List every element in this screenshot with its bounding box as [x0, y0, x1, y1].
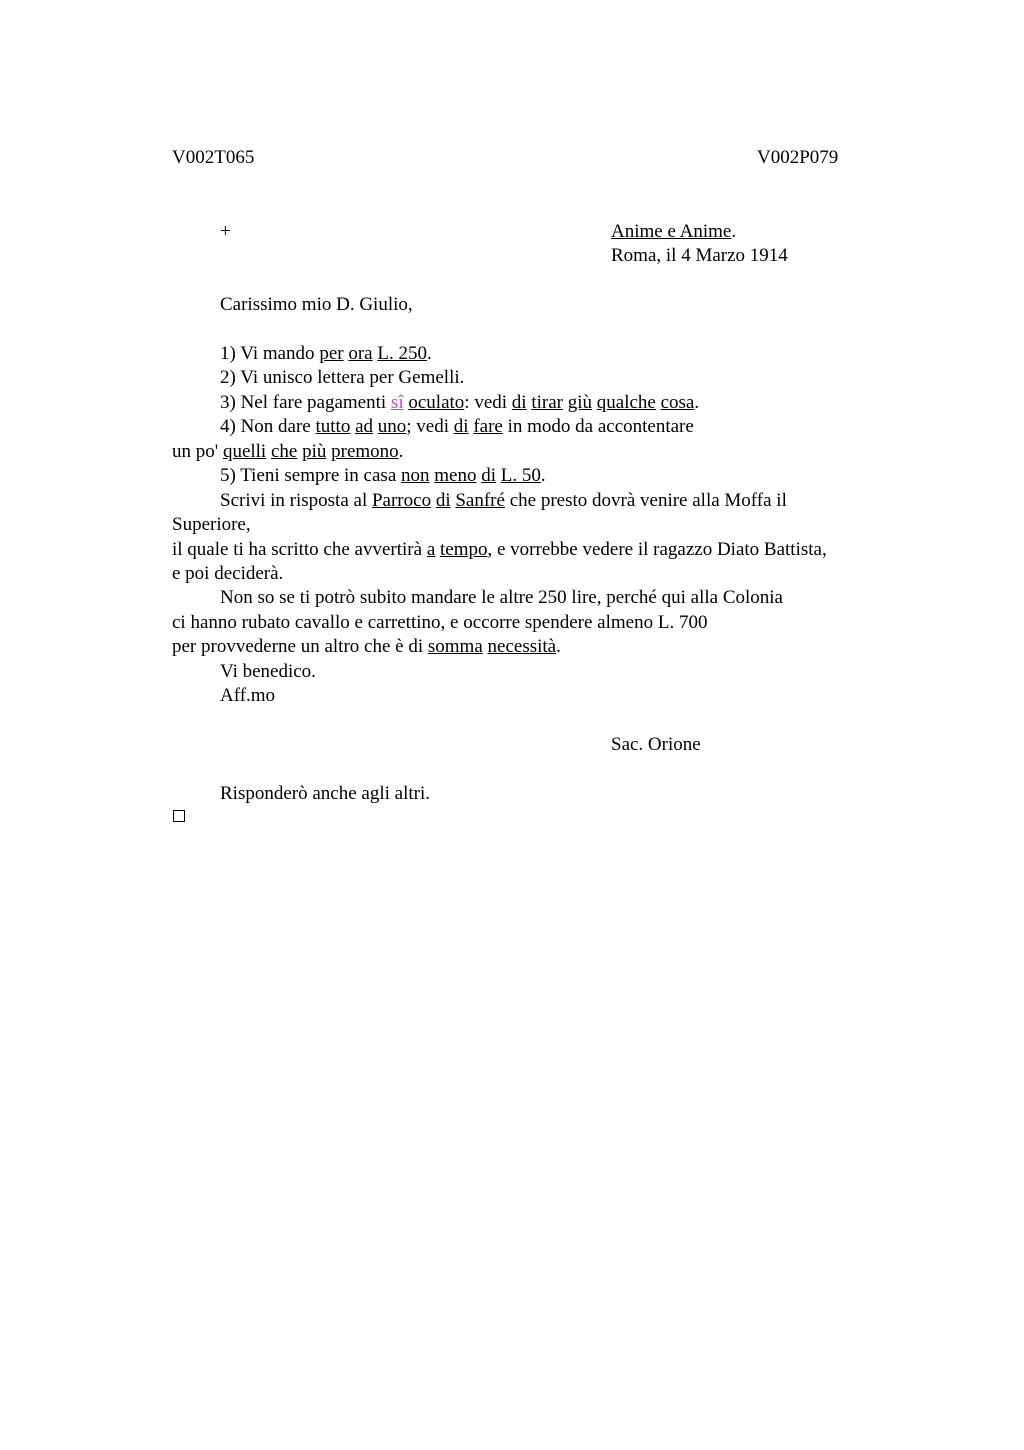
item-4a-w4: di — [453, 416, 469, 437]
para2c-w2: necessità — [487, 636, 557, 657]
left-code: V002T065 — [172, 147, 255, 168]
item-5-w4: L. 50 — [500, 465, 541, 486]
item-5-end: . — [540, 465, 546, 486]
item-1-end: . — [426, 343, 432, 364]
item-4a-w1: tutto — [315, 416, 351, 437]
paragraph-1-line-1 — [220, 489, 787, 513]
paragraph-2-line-3 — [172, 635, 561, 659]
item-3-w2: oculato — [408, 392, 465, 413]
motto — [611, 220, 736, 244]
place-date: Roma, il 4 Marzo 1914 — [611, 245, 788, 266]
motto-text: Anime e Anime — [611, 221, 732, 242]
item-4a-w3: uno — [377, 416, 407, 437]
item-3-w5: giù — [567, 392, 593, 413]
para1a-pre: Scrivi in risposta al — [220, 490, 372, 511]
cross-symbol: + — [220, 221, 231, 242]
end-box-symbol — [173, 810, 185, 822]
para2c-w1: somma — [427, 636, 483, 657]
item-3-w7: cosa — [660, 392, 695, 413]
blessing: Vi benedico. — [220, 661, 316, 682]
salutation: Carissimo mio D. Giulio, — [220, 294, 413, 315]
item-4b-w2: che — [270, 441, 298, 462]
item-4b-pre: un po' — [172, 441, 223, 462]
paragraph-1-line-3 — [172, 538, 827, 562]
para1a-w2: di — [435, 490, 451, 511]
right-code: V002P079 — [757, 147, 839, 168]
item-5-w2: meno — [434, 465, 477, 486]
item-3-w6: qualche — [596, 392, 656, 413]
paragraph-2-line-1: Non so se ti potrò subito mandare le altre 250 lire, perché qui alla Colonia — [220, 587, 783, 608]
para2c-pre: per provvederne un altro che è di — [172, 636, 428, 657]
signature: Sac. Orione — [611, 734, 701, 755]
item-4-line-1 — [220, 415, 694, 439]
item-1-w3: L. 250 — [377, 343, 427, 364]
item-1-w2: ora — [348, 343, 373, 364]
item-4a-w5: fare — [473, 416, 503, 437]
item-3 — [220, 391, 699, 415]
item-3-w3: di — [511, 392, 527, 413]
item-4-line-2 — [172, 440, 403, 464]
item-2: 2) Vi unisco lettera per Gemelli. — [220, 367, 465, 388]
item-1-w1: per — [319, 343, 344, 364]
closing: Aff.mo — [220, 685, 276, 706]
paragraph-1-line-4: e poi deciderà. — [172, 563, 284, 584]
item-4b-w1: quelli — [222, 441, 267, 462]
item-4a-mid: ; vedi — [406, 416, 454, 437]
item-5-w3: di — [481, 465, 497, 486]
para1c-end: , e vorrebbe vedere il ragazzo Diato Battista, — [487, 539, 827, 560]
para1c-pre: il quale ti ha scritto che avvertirà — [172, 539, 427, 560]
item-3-end: . — [694, 392, 700, 413]
item-5-pre: 5) Tieni sempre in casa — [220, 465, 402, 486]
item-3-pre: 3) Nel fare pagamenti — [220, 392, 391, 413]
item-4a-w2: ad — [355, 416, 374, 437]
para1c-w1: a — [426, 539, 436, 560]
para1a-w1: Parroco — [371, 490, 432, 511]
item-4a-end: in modo da accontentare — [502, 416, 694, 437]
para1c-w2: tempo — [440, 539, 488, 560]
item-1-pre: 1) Vi mando — [220, 343, 320, 364]
item-3-w4: tirar — [531, 392, 563, 413]
item-4a-pre: 4) Non dare — [220, 416, 316, 437]
item-1 — [220, 342, 432, 366]
item-5 — [220, 464, 546, 488]
item-4b-w4: premono — [331, 441, 399, 462]
para2c-end: . — [556, 636, 561, 657]
paragraph-1-line-2: Superiore, — [172, 514, 251, 535]
para1a-w3: Sanfré — [455, 490, 505, 511]
postscript: Risponderò anche agli altri. — [220, 783, 430, 804]
item-4b-w3: più — [302, 441, 327, 462]
item-4b-end: . — [398, 441, 404, 462]
motto-end: . — [731, 221, 737, 242]
para1a-end: che presto dovrà venire alla Moffa il — [504, 490, 787, 511]
paragraph-2-line-2: ci hanno rubato cavallo e carrettino, e occorre spendere almeno L. 700 — [172, 612, 708, 633]
item-3-mid: : vedi — [464, 392, 512, 413]
item-5-w1: non — [401, 465, 430, 486]
item-3-w1: sî — [390, 392, 404, 413]
